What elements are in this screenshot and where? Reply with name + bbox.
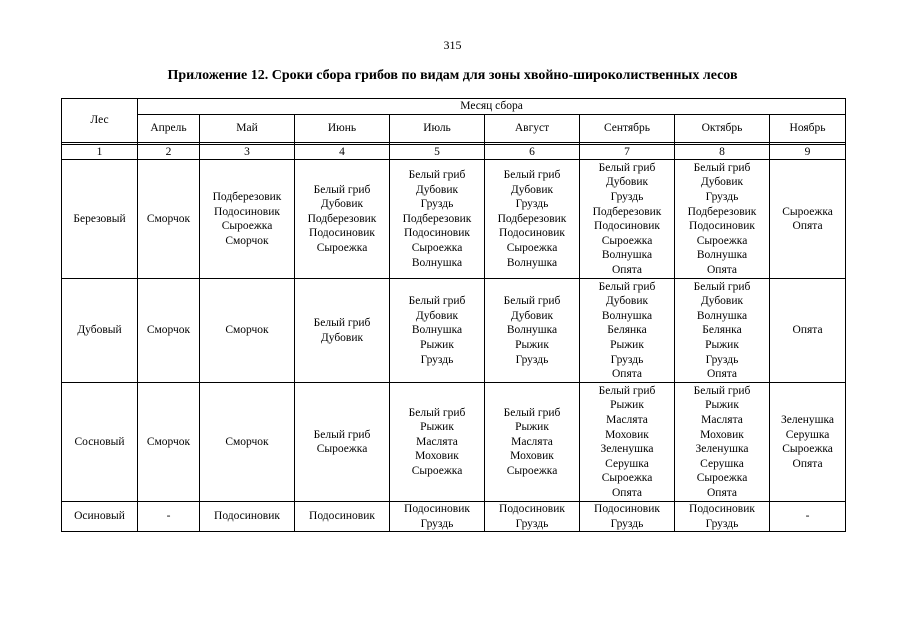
mushroom-name: Белый гриб xyxy=(693,161,751,174)
mushroom-list-cell xyxy=(770,383,846,502)
mushroom-name: Волнушка xyxy=(411,256,463,269)
mushroom-name: Моховик xyxy=(700,428,744,441)
mushroom-name: Подберезовик xyxy=(212,191,282,203)
mushroom-list-cell xyxy=(390,160,485,279)
mushroom-name: Волнушка xyxy=(696,249,748,262)
forest-column-header: Лес xyxy=(62,99,138,143)
mushroom-list-cell xyxy=(580,160,675,279)
table-row xyxy=(62,502,846,532)
mushroom-name: Рыжик xyxy=(420,421,454,434)
mushroom-list-cell xyxy=(295,383,390,502)
mushroom-name: Опята xyxy=(611,263,643,276)
mushroom-name: Дубовик xyxy=(605,176,649,189)
mushroom-name: Опята xyxy=(792,324,823,337)
mushroom-name: Сыроежка xyxy=(696,234,748,247)
table-row xyxy=(62,279,846,383)
mushroom-name: Сыроежка xyxy=(316,443,368,456)
mushroom-harvest-table xyxy=(61,98,846,532)
column-number: 3 xyxy=(200,144,295,160)
mushroom-name: Подберезовик xyxy=(307,212,377,225)
forest-type-cell: Осиновый xyxy=(62,502,138,532)
mushroom-name: Белый гриб xyxy=(408,295,466,308)
mushroom-name: Маслята xyxy=(606,414,648,426)
mushroom-name: Дубовик xyxy=(415,309,459,322)
mushroom-name: Зеленушка xyxy=(600,443,654,456)
mushroom-list-cell xyxy=(200,279,295,383)
mushroom-name: Опята xyxy=(792,457,823,470)
mushroom-name: Сыроежка xyxy=(411,242,463,255)
mushroom-name: Дубовик xyxy=(320,198,364,211)
mushroom-name: Подосиновик xyxy=(309,227,375,240)
mushroom-name: Моховик xyxy=(415,450,459,463)
mushroom-name: Сыроежка xyxy=(782,205,833,218)
mushroom-name: Волнушка xyxy=(601,309,653,322)
mushroom-name: Сморчок xyxy=(146,212,191,225)
mushroom-name: Опята xyxy=(611,486,643,499)
mushroom-list-cell xyxy=(390,279,485,383)
column-number: 4 xyxy=(295,144,390,160)
mushroom-name: Груздь xyxy=(705,353,739,366)
mushroom-name: Опята xyxy=(706,263,738,276)
mushroom-name: Подберезовик xyxy=(592,205,662,218)
mushroom-name: Сыроежка xyxy=(601,472,653,485)
column-number: 7 xyxy=(580,144,675,160)
mushroom-name: Белый гриб xyxy=(598,384,656,397)
mushroom-name: Моховик xyxy=(510,450,554,463)
mushroom-name: Волнушка xyxy=(696,309,748,322)
mushroom-list-cell xyxy=(390,383,485,502)
mushroom-name: - xyxy=(805,510,810,523)
table-row xyxy=(62,160,846,279)
mushroom-name: Подосиновик xyxy=(214,205,280,218)
mushroom-name: Рыжик xyxy=(705,338,739,351)
mushroom-list-cell xyxy=(200,383,295,502)
column-number: 9 xyxy=(770,144,846,160)
mushroom-list-cell xyxy=(770,502,846,532)
mushroom-name: Сыроежка xyxy=(782,443,833,456)
column-number: 8 xyxy=(675,144,770,160)
mushroom-list-cell xyxy=(295,502,390,532)
mushroom-name: Сморчок xyxy=(225,435,269,448)
mushroom-list-cell xyxy=(675,383,770,502)
mushroom-name: Опята xyxy=(792,220,823,233)
month-header: Май xyxy=(200,114,295,142)
mushroom-name: Белый гриб xyxy=(313,317,371,330)
mushroom-name: Белый гриб xyxy=(598,280,656,293)
mushroom-name: Рыжик xyxy=(420,338,454,351)
mushroom-list-cell xyxy=(485,160,580,279)
mushroom-name: Волнушка xyxy=(411,324,463,337)
mushroom-name: - xyxy=(166,510,171,523)
mushroom-name: Груздь xyxy=(515,198,549,211)
mushroom-name: Подосиновик xyxy=(214,510,280,523)
mushroom-name: Маслята xyxy=(416,435,458,448)
month-header: Август xyxy=(485,114,580,142)
mushroom-name: Сыроежка xyxy=(506,465,558,478)
mushroom-name: Рыжик xyxy=(610,399,644,412)
column-number: 1 xyxy=(62,144,138,160)
mushroom-name: Рыжик xyxy=(610,338,644,351)
mushroom-name: Дубовик xyxy=(700,295,744,308)
month-header: Сентябрь xyxy=(580,114,675,142)
mushroom-name: Белый гриб xyxy=(313,183,371,196)
mushroom-name: Дубовик xyxy=(700,176,744,189)
mushroom-name: Сыроежка xyxy=(411,465,463,478)
mushroom-list-cell xyxy=(580,279,675,383)
mushroom-list-cell xyxy=(580,502,675,532)
mushroom-list-cell xyxy=(485,383,580,502)
mushroom-name: Подберезовик xyxy=(687,205,757,218)
month-header: Апрель xyxy=(138,114,200,142)
mushroom-name: Опята xyxy=(706,368,738,381)
mushroom-list-cell xyxy=(485,279,580,383)
mushroom-list-cell xyxy=(770,279,846,383)
mushroom-name: Серушка xyxy=(785,428,830,441)
mushroom-name: Белянка xyxy=(607,324,647,337)
mushroom-name: Белый гриб xyxy=(693,384,751,397)
mushroom-list-cell xyxy=(200,160,295,279)
month-group-header: Месяц сбора xyxy=(138,99,846,115)
mushroom-name: Серушка xyxy=(700,457,744,470)
mushroom-list-cell xyxy=(675,502,770,532)
mushroom-name: Маслята xyxy=(511,435,553,448)
mushroom-name: Подосиновик xyxy=(309,510,375,523)
month-header: Июнь xyxy=(295,114,390,142)
mushroom-name: Белый гриб xyxy=(598,161,656,174)
column-number: 6 xyxy=(485,144,580,160)
mushroom-name: Опята xyxy=(611,368,643,381)
mushroom-name: Сморчок xyxy=(146,324,191,337)
mushroom-name: Подосиновик xyxy=(404,503,470,516)
mushroom-list-cell xyxy=(295,160,390,279)
mushroom-list-cell xyxy=(138,279,200,383)
mushroom-name: Сыроежка xyxy=(601,234,653,247)
forest-type-cell: Дубовый xyxy=(62,279,138,383)
forest-type-cell: Сосновый xyxy=(62,383,138,502)
mushroom-name: Груздь xyxy=(610,353,644,366)
mushroom-name: Моховик xyxy=(605,428,649,441)
mushroom-name: Зеленушка xyxy=(695,443,749,456)
mushroom-name: Подосиновик xyxy=(689,220,755,233)
page-number: 315 xyxy=(443,38,462,52)
mushroom-name: Серушка xyxy=(605,457,649,470)
mushroom-name: Зеленушка xyxy=(781,414,835,426)
mushroom-name: Дубовик xyxy=(510,309,554,322)
mushroom-list-cell xyxy=(138,160,200,279)
document-title: Приложение 12. Сроки сбора грибов по видам для зоны хвойно-широколиственных лесов xyxy=(167,68,738,83)
mushroom-name: Подосиновик xyxy=(594,503,660,516)
mushroom-name: Груздь xyxy=(515,517,549,530)
mushroom-list-cell xyxy=(138,502,200,532)
month-header: Октябрь xyxy=(675,114,770,142)
month-header: Ноябрь xyxy=(770,114,846,142)
mushroom-name: Подосиновик xyxy=(499,227,565,240)
mushroom-name: Груздь xyxy=(420,353,454,366)
mushroom-name: Рыжик xyxy=(515,338,549,351)
mushroom-name: Сыроежка xyxy=(221,220,273,233)
mushroom-name: Груздь xyxy=(610,517,644,530)
mushroom-list-cell xyxy=(675,279,770,383)
mushroom-name: Маслята xyxy=(701,414,743,426)
forest-type-cell: Березовый xyxy=(62,160,138,279)
mushroom-name: Волнушка xyxy=(506,256,558,269)
mushroom-name: Сыроежка xyxy=(506,242,558,255)
mushroom-list-cell xyxy=(485,502,580,532)
mushroom-name: Опята xyxy=(706,486,738,499)
mushroom-list-cell xyxy=(200,502,295,532)
mushroom-name: Сморчок xyxy=(225,234,269,247)
mushroom-name: Груздь xyxy=(420,517,454,530)
mushroom-name: Подосиновик xyxy=(499,503,565,516)
mushroom-name: Подосиновик xyxy=(689,503,755,516)
mushroom-name: Груздь xyxy=(610,191,644,203)
months-header-row xyxy=(62,114,846,142)
mushroom-list-cell xyxy=(390,502,485,532)
column-number: 2 xyxy=(138,144,200,160)
mushroom-list-cell xyxy=(138,383,200,502)
mushroom-name: Сыроежка xyxy=(696,472,748,485)
mushroom-name: Рыжик xyxy=(705,399,739,412)
mushroom-name: Волнушка xyxy=(601,249,653,262)
mushroom-name: Белый гриб xyxy=(503,406,561,419)
mushroom-name: Белый гриб xyxy=(313,428,371,441)
column-number-row xyxy=(62,144,846,160)
mushroom-name: Белый гриб xyxy=(408,406,466,419)
mushroom-name: Дубовик xyxy=(320,331,364,344)
mushroom-name: Подберезовик xyxy=(497,212,567,225)
mushroom-list-cell xyxy=(295,279,390,383)
mushroom-name: Белый гриб xyxy=(408,169,466,182)
mushroom-name: Белый гриб xyxy=(503,295,561,308)
mushroom-name: Белый гриб xyxy=(503,169,561,182)
mushroom-name: Подосиновик xyxy=(404,227,470,240)
mushroom-name: Подберезовик xyxy=(402,212,472,225)
mushroom-name: Сморчок xyxy=(225,324,269,337)
mushroom-name: Белянка xyxy=(702,324,742,337)
mushroom-name: Сыроежка xyxy=(316,242,368,255)
mushroom-name: Волнушка xyxy=(506,324,558,337)
mushroom-name: Подосиновик xyxy=(594,220,660,233)
mushroom-name: Дубовик xyxy=(415,183,459,196)
month-header: Июль xyxy=(390,114,485,142)
table-body xyxy=(62,160,846,532)
mushroom-name: Груздь xyxy=(515,353,549,366)
mushroom-name: Груздь xyxy=(705,191,739,203)
column-number: 5 xyxy=(390,144,485,160)
mushroom-name: Дубовик xyxy=(510,183,554,196)
mushroom-list-cell xyxy=(675,160,770,279)
mushroom-name: Белый гриб xyxy=(693,280,751,293)
mushroom-name: Дубовик xyxy=(605,295,649,308)
mushroom-list-cell xyxy=(580,383,675,502)
mushroom-name: Рыжик xyxy=(515,421,549,434)
mushroom-name: Груздь xyxy=(420,198,454,211)
mushroom-name: Сморчок xyxy=(146,435,191,448)
mushroom-name: Груздь xyxy=(705,517,739,530)
table-row xyxy=(62,383,846,502)
mushroom-list-cell xyxy=(770,160,846,279)
